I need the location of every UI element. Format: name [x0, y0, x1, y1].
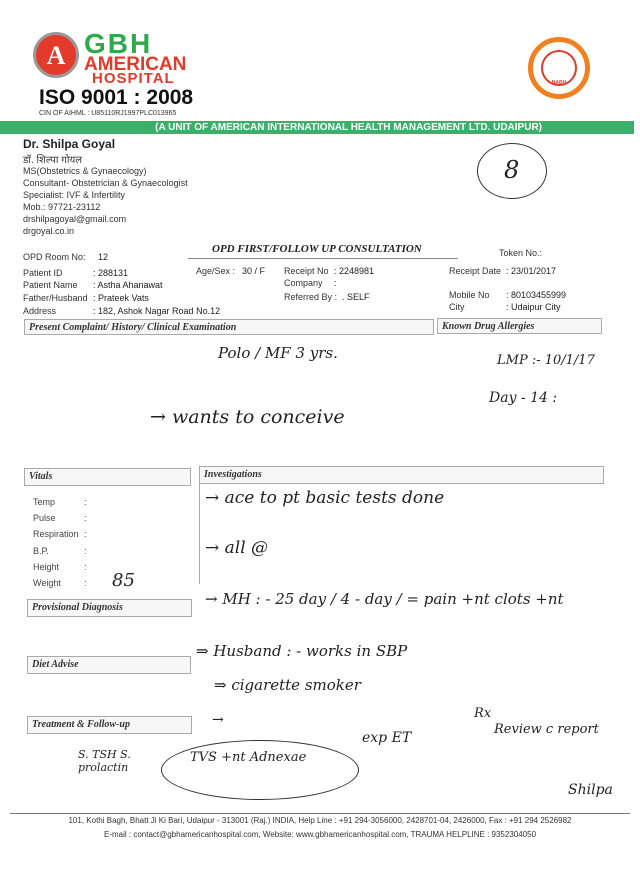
company-label: Company	[284, 278, 323, 288]
patient-name-value: : Astha Ahanawat	[93, 280, 163, 290]
opd-room-label: OPD Room No:	[23, 252, 86, 262]
vital-colon: :	[84, 562, 87, 572]
company-value: :	[334, 278, 337, 288]
token-label: Token No.:	[499, 248, 543, 258]
receipt-date-label: Receipt Date	[449, 266, 502, 276]
referred-value: . SELF	[342, 292, 370, 302]
note-investigation-2: → all @	[205, 538, 269, 558]
vital-weight-label: Weight	[33, 578, 61, 588]
father-label: Father/Husband	[23, 293, 88, 303]
note-day: Day - 14 :	[489, 390, 558, 406]
circled-number: 8	[477, 143, 547, 199]
vital-bp-label: B.P.	[33, 546, 49, 556]
vitals-divider	[199, 484, 200, 584]
iso-certification: ISO 9001 : 2008	[39, 86, 194, 109]
doctor-mobile: Mob.: 97721-23112	[23, 202, 101, 212]
note-rx: Rx	[474, 706, 492, 721]
receipt-no-value: : 2248981	[334, 266, 375, 276]
doctor-name-hindi: डॉ. शिल्पा गोयल	[23, 155, 83, 166]
agesex-label: Age/Sex :	[196, 266, 236, 276]
doctor-signature: Shilpa	[568, 782, 613, 798]
vital-colon: :	[84, 546, 87, 556]
father-value: : Prateek Vats	[93, 293, 149, 303]
vital-colon: :	[84, 497, 87, 507]
note-smoker: ⇒ cigarette smoker	[214, 676, 361, 694]
footer-address: 101, Kothi Bagh, Bhatt Ji Ki Bari, Udaipur - 313001 (Raj.) INDIA, Help Line : +91 294-3056000, 2428701-04, 2426000, Fax : +91 294 2526982	[68, 816, 572, 825]
patient-id-value: : 288131	[93, 268, 129, 278]
hospital-logo-icon: A	[33, 32, 79, 78]
brand-hospital: HOSPITAL	[92, 70, 175, 87]
investigations-section-header: Investigations	[199, 466, 604, 484]
diet-section-header: Diet Advise	[27, 656, 191, 674]
city-value: : Udaipur City	[506, 302, 561, 312]
vital-pulse-label: Pulse	[33, 513, 56, 523]
note-history: Polo / MF 3 yrs.	[218, 344, 338, 362]
treatment-section-header: Treatment & Follow-up	[27, 716, 192, 734]
treatment-oval-mark	[161, 740, 359, 800]
mobile-value: : 80103455999	[506, 290, 567, 300]
address-label: Address	[23, 306, 57, 316]
patient-name-label: Patient Name	[23, 280, 78, 290]
note-complaint: → wants to conceive	[150, 406, 345, 428]
note-investigation-1: → ace to pt basic tests done	[205, 488, 445, 508]
vital-weight-value: 85	[112, 570, 135, 591]
complaint-section-header: Present Complaint/ History/ Clinical Examination	[24, 319, 434, 335]
vital-colon: :	[84, 513, 87, 523]
allergies-section-header: Known Drug Allergies	[437, 318, 602, 334]
footer-divider	[10, 813, 630, 814]
nabh-seal-icon: NABH	[528, 37, 590, 99]
vitals-section-header: Vitals	[24, 468, 191, 486]
note-husband: ⇒ Husband : - works in SBP	[196, 642, 408, 660]
agesex-value: 30 / F	[242, 266, 266, 276]
note-arrow: →	[212, 712, 224, 728]
vital-respiration-label: Respiration	[33, 529, 79, 539]
cin-number: CIN OF AIHML : U85110RJ1997PLC013965	[39, 110, 177, 117]
patient-id-label: Patient ID	[23, 268, 63, 278]
vital-temp-label: Temp	[33, 497, 56, 507]
doctor-website: drgoyal.co.in	[23, 226, 75, 236]
form-title: OPD FIRST/FOLLOW UP CONSULTATION	[188, 241, 458, 259]
doctor-name: Dr. Shilpa Goyal	[23, 137, 116, 151]
vital-height-label: Height	[33, 562, 60, 572]
doctor-degree: MS(Obstetrics & Gynaecology)	[23, 166, 147, 176]
receipt-no-label: Receipt No	[284, 266, 329, 276]
vital-colon: :	[84, 578, 87, 588]
receipt-date-value: : 23/01/2017	[506, 266, 557, 276]
city-label: City	[449, 302, 465, 312]
mobile-label: Mobile No	[449, 290, 490, 300]
footer-contact: E-mail : contact@gbhamericanhospital.com, Website: www.gbhamericanhospital.com, TRAUMA HELPLINE : 9352304050	[103, 830, 537, 839]
note-treatment-tests: S. TSH S. prolactin	[78, 748, 131, 774]
vital-colon: :	[84, 529, 87, 539]
opd-room-value: 12	[98, 252, 109, 262]
brand-american: AMERICAN	[84, 54, 187, 75]
note-menstrual-history: → MH : - 25 day / 4 - day / = pain +nt clots +nt	[205, 590, 564, 608]
note-treatment-exp: exp ET	[362, 730, 412, 746]
provisional-section-header: Provisional Diagnosis	[27, 599, 192, 617]
address-value: : 182, Ashok Nagar Road No.12	[93, 306, 221, 316]
doctor-role: Consultant- Obstetrician & Gynaecologist	[23, 178, 188, 188]
doctor-specialty: Specialist: IVF & Infertility	[23, 190, 126, 200]
referred-label: Referred By :	[284, 292, 338, 302]
note-lmp: LMP :- 10/1/17	[497, 353, 595, 368]
doctor-email: drshilpagoyal@gmail.com	[23, 214, 127, 224]
header-band: (A UNIT OF AMERICAN INTERNATIONAL HEALTH MANAGEMENT LTD. UDAIPUR)	[0, 121, 634, 134]
brand-gbh: GBH	[84, 28, 153, 59]
note-treatment-tvs: TVS +nt Adnexae	[190, 750, 307, 765]
note-rx-text: Review c report	[494, 722, 599, 737]
